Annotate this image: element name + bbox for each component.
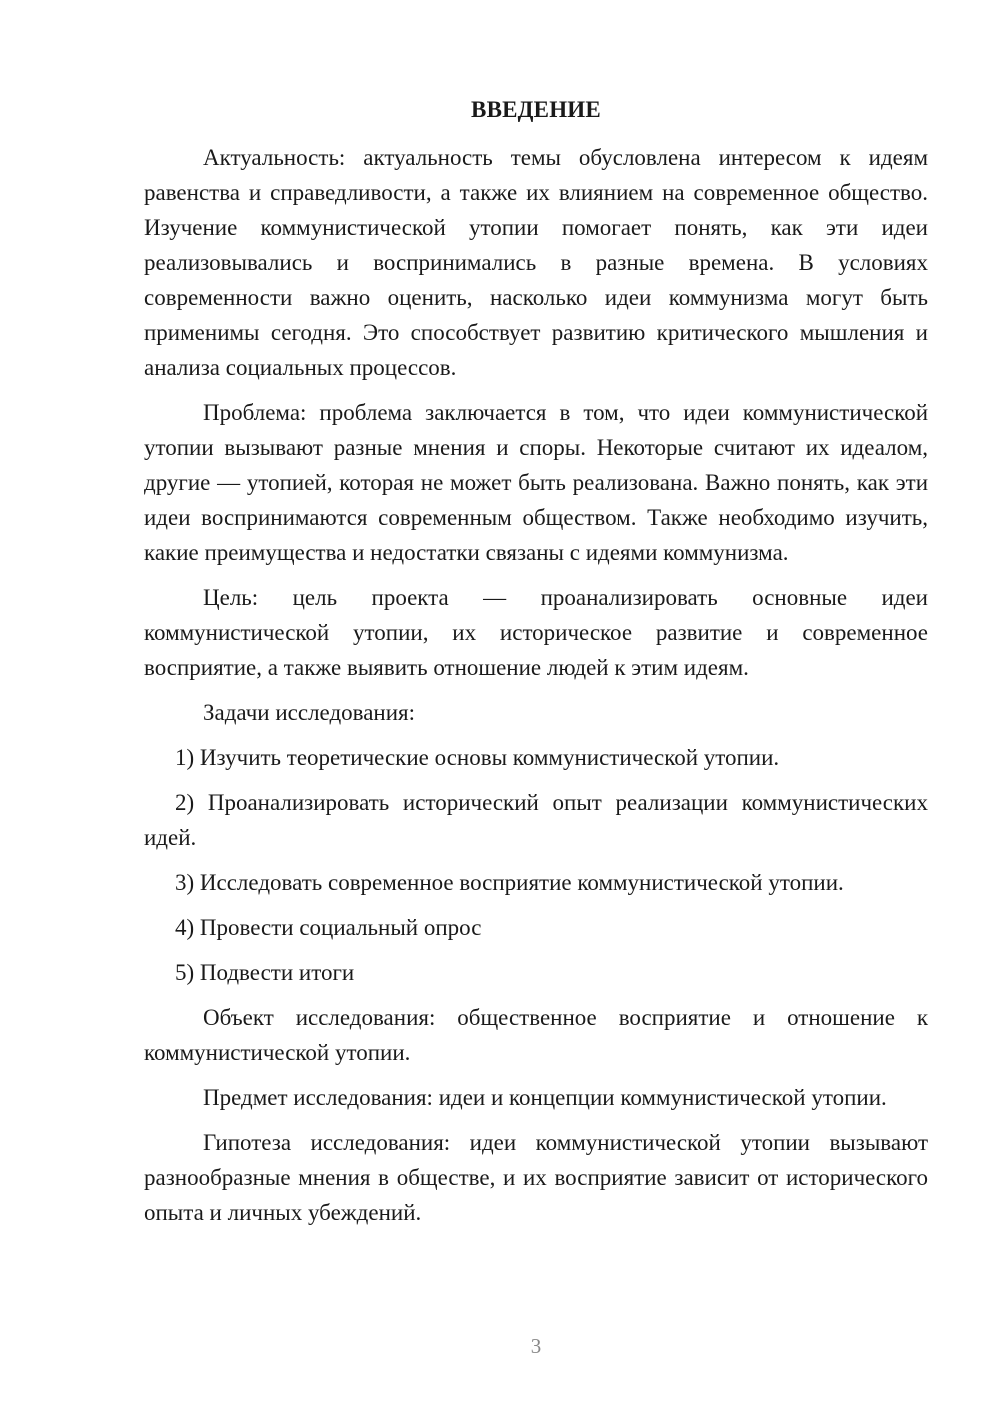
relevance-paragraph: Актуальность: актуальность темы обусловлена интересом к идеям равенства и справедливости, а также их влиянием на современное общество. Изучение коммунистической утопии помогает понять, как эти идеи реализовывались и воспринимались в разные времена. В условиях современности важно оценить, насколько идеи коммунизма могут быть применимы сегодня. Это способствует развитию критического мышления и анализа социальных процессов. — [144, 145, 928, 380]
object-paragraph: Объект исследования: общественное восприятие и отношение к коммунистической утопии. — [144, 1005, 928, 1065]
task-item: 1) Изучить теоретические основы коммунистической утопии. — [175, 745, 780, 770]
section-heading: ВВЕДЕНИЕ — [471, 97, 601, 122]
task-item: 4) Провести социальный опрос — [175, 915, 482, 940]
task-item: 3) Исследовать современное восприятие коммунистической утопии. — [175, 870, 844, 895]
tasks-heading: Задачи исследования: — [203, 700, 416, 725]
problem-paragraph: Проблема: проблема заключается в том, что идеи коммунистической утопии вызывают разные мнения и споры. Некоторые считают их идеалом, другие — утопией, которая не может быть реализована. Важно понять, как эти идеи воспринимаются современным обществом. Также необходимо изучить, какие преимущества и недостатки связаны с идеями коммунизма. — [144, 400, 928, 565]
page-number: 3 — [530, 1334, 542, 1358]
task-item: 2) Проанализировать исторический опыт реализации коммунистических идей. — [144, 790, 928, 850]
task-item: 5) Подвести итоги — [175, 960, 355, 985]
page-content — [144, 92, 928, 1240]
goal-paragraph: Цель: цель проекта — проанализировать основные идеи коммунистической утопии, их историческое развитие и современное восприятие, а также выявить отношение людей к этим идеям. — [144, 585, 928, 680]
hypothesis-paragraph: Гипотеза исследования: идеи коммунистической утопии вызывают разнообразные мнения в обществе, и их восприятие зависит от исторического опыта и личных убеждений. — [144, 1130, 928, 1225]
subject-paragraph: Предмет исследования: идеи и концепции коммунистической утопии. — [203, 1085, 887, 1110]
